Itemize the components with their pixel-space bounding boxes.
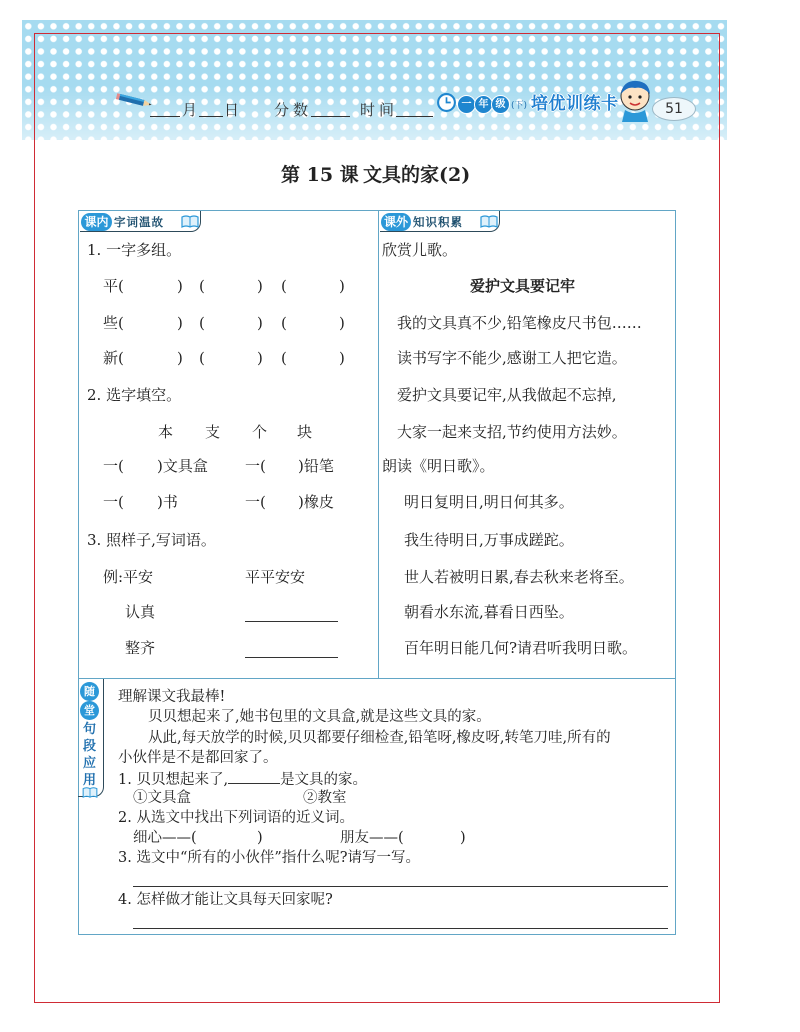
word-group-char: 平( <box>103 277 124 295</box>
column-divider <box>378 210 379 678</box>
answer-line <box>133 928 668 929</box>
left-tab-heading: 字词温故 <box>114 215 164 229</box>
paren-open: ( <box>281 314 287 332</box>
paren-close: ) <box>177 349 183 367</box>
fill-blank-close: )书 <box>157 493 178 511</box>
bottom-tab-badge-char: 堂 <box>80 701 99 720</box>
passage-line: 从此,每天放学的时候,贝贝都要仔细检查,铅笔呀,橡皮呀,转笔刀哇,所有的 <box>148 730 611 746</box>
paren-close: ) <box>339 314 345 332</box>
grade-char: 级 <box>491 95 510 114</box>
passage-line: 小伙伴是不是都回家了。 <box>118 750 278 766</box>
q1-title: 1. 一字多组。 <box>87 241 182 259</box>
reading-q1-prefix: 1. 贝贝想起来了, <box>118 772 229 788</box>
practice-word: 整齐 <box>125 639 156 657</box>
paren-open: ( <box>281 349 287 367</box>
term-label: (下) <box>511 101 528 111</box>
answer-line <box>245 657 338 658</box>
day-label: 日 <box>224 101 240 119</box>
option-char: 本 <box>158 423 174 441</box>
synonym-prompt: 细心——( <box>133 830 197 846</box>
bottom-tab-heading-char: 应 <box>83 756 97 771</box>
month-label: 月 <box>182 101 198 119</box>
book-icon <box>480 214 498 228</box>
task-read-poem: 朗读《明日歌》。 <box>382 457 495 475</box>
paren-open: ( <box>199 277 205 295</box>
choice-option: ②教室 <box>303 790 347 806</box>
poem-line: 朝看水东流,暮看日西坠。 <box>404 603 574 621</box>
poem-line: 我生待明日,万事成蹉跎。 <box>404 531 574 549</box>
month-blank-line <box>150 116 180 117</box>
poem-line: 世人若被明日累,春去秋来老将至。 <box>404 568 634 586</box>
paren-close: ) <box>339 277 345 295</box>
clock-icon <box>436 92 457 113</box>
right-tab-badge: 课外 <box>381 213 411 231</box>
q3-title: 3. 照样子,写词语。 <box>87 531 216 549</box>
reading-q3: 3. 选文中“所有的小伙伴”指什么呢?请写一写。 <box>118 850 421 866</box>
bottom-tab-heading-char: 句 <box>83 722 97 737</box>
grade-char: 年 <box>474 95 493 114</box>
word-group-char: 些( <box>103 314 124 332</box>
fill-blank-close: )文具盒 <box>157 457 208 475</box>
reading-q1 <box>118 769 367 789</box>
bottom-tab-heading-char: 段 <box>83 739 97 754</box>
section-divider <box>78 678 676 679</box>
paren-close: ) <box>257 349 263 367</box>
time-blank-line <box>396 116 433 117</box>
song-title: 爱护文具要记牢 <box>470 277 576 295</box>
paren-close: ) <box>257 277 263 295</box>
answer-line <box>245 621 338 622</box>
paren-close: ) <box>460 830 466 846</box>
paren-close: ) <box>339 349 345 367</box>
example-answer: 平平安安 <box>245 568 306 586</box>
word-group-char: 新( <box>103 349 124 367</box>
paren-close: ) <box>177 314 183 332</box>
task-appreciate-song: 欣赏儿歌。 <box>382 241 458 259</box>
right-tab-heading: 知识积累 <box>413 215 463 229</box>
score-blank-line <box>311 116 350 117</box>
lesson-title: 文具的家(2) <box>363 164 471 186</box>
option-char: 块 <box>297 423 313 441</box>
poem-line: 百年明日能几何?请君听我明日歌。 <box>404 639 638 657</box>
day-blank-line <box>199 116 223 117</box>
time-label: 时间 <box>360 101 399 119</box>
fill-blank-open: 一( <box>103 493 124 511</box>
option-char: 支 <box>205 423 221 441</box>
song-line: 爱护文具要记牢,从我做起不忘掉, <box>397 386 617 404</box>
lesson-number: 第 15 课 <box>281 164 359 186</box>
book-icon <box>82 786 98 798</box>
q2-title: 2. 选字填空。 <box>87 386 182 404</box>
answer-line <box>133 886 668 887</box>
fill-blank-close: )橡皮 <box>298 493 334 511</box>
passage-line: 贝贝想起来了,她书包里的文具盒,就是这些文具的家。 <box>148 709 491 725</box>
fill-blank-open: 一( <box>245 493 266 511</box>
song-line: 我的文具真不少,铅笔橡皮尺书包…… <box>397 314 642 332</box>
paren-open: ( <box>199 314 205 332</box>
grade-char: 一 <box>457 95 476 114</box>
reading-intro: 理解课文我最棒! <box>118 689 226 705</box>
song-line: 读书写字不能少,感谢工人把它造。 <box>397 349 627 367</box>
song-line: 大家一起来支招,节约使用方法妙。 <box>397 423 627 441</box>
practice-word: 认真 <box>125 603 156 621</box>
pencil-icon <box>116 89 156 113</box>
paren-open: ( <box>281 277 287 295</box>
fill-blank-open: 一( <box>103 457 124 475</box>
brand-title: 培优训练卡 <box>531 94 619 114</box>
fill-blank-open: 一( <box>245 457 266 475</box>
reading-q4: 4. 怎样做才能让文具每天回家呢? <box>118 892 333 908</box>
left-tab-badge: 课内 <box>81 213 112 231</box>
poem-line: 明日复明日,明日何其多。 <box>404 493 574 511</box>
page-number: 51 <box>652 97 696 121</box>
paren-close: ) <box>257 830 263 846</box>
book-icon <box>181 214 199 228</box>
fill-blank-close: )铅笔 <box>298 457 334 475</box>
paren-close: ) <box>257 314 263 332</box>
paren-open: ( <box>199 349 205 367</box>
option-char: 个 <box>252 423 268 441</box>
synonym-prompt: 朋友——( <box>340 830 404 846</box>
paren-close: ) <box>177 277 183 295</box>
mascot-boy-icon <box>614 76 656 122</box>
answer-blank <box>228 769 280 784</box>
reading-q2: 2. 从选文中找出下列词语的近义词。 <box>118 810 354 826</box>
bottom-tab-badge-char: 随 <box>80 682 99 701</box>
example-word: 例:平安 <box>103 568 154 586</box>
choice-option: ①文具盒 <box>133 790 191 806</box>
score-label: 分数 <box>274 101 313 119</box>
reading-q1-suffix: 是文具的家。 <box>280 772 368 788</box>
bottom-tab-heading-char: 用 <box>83 773 97 788</box>
